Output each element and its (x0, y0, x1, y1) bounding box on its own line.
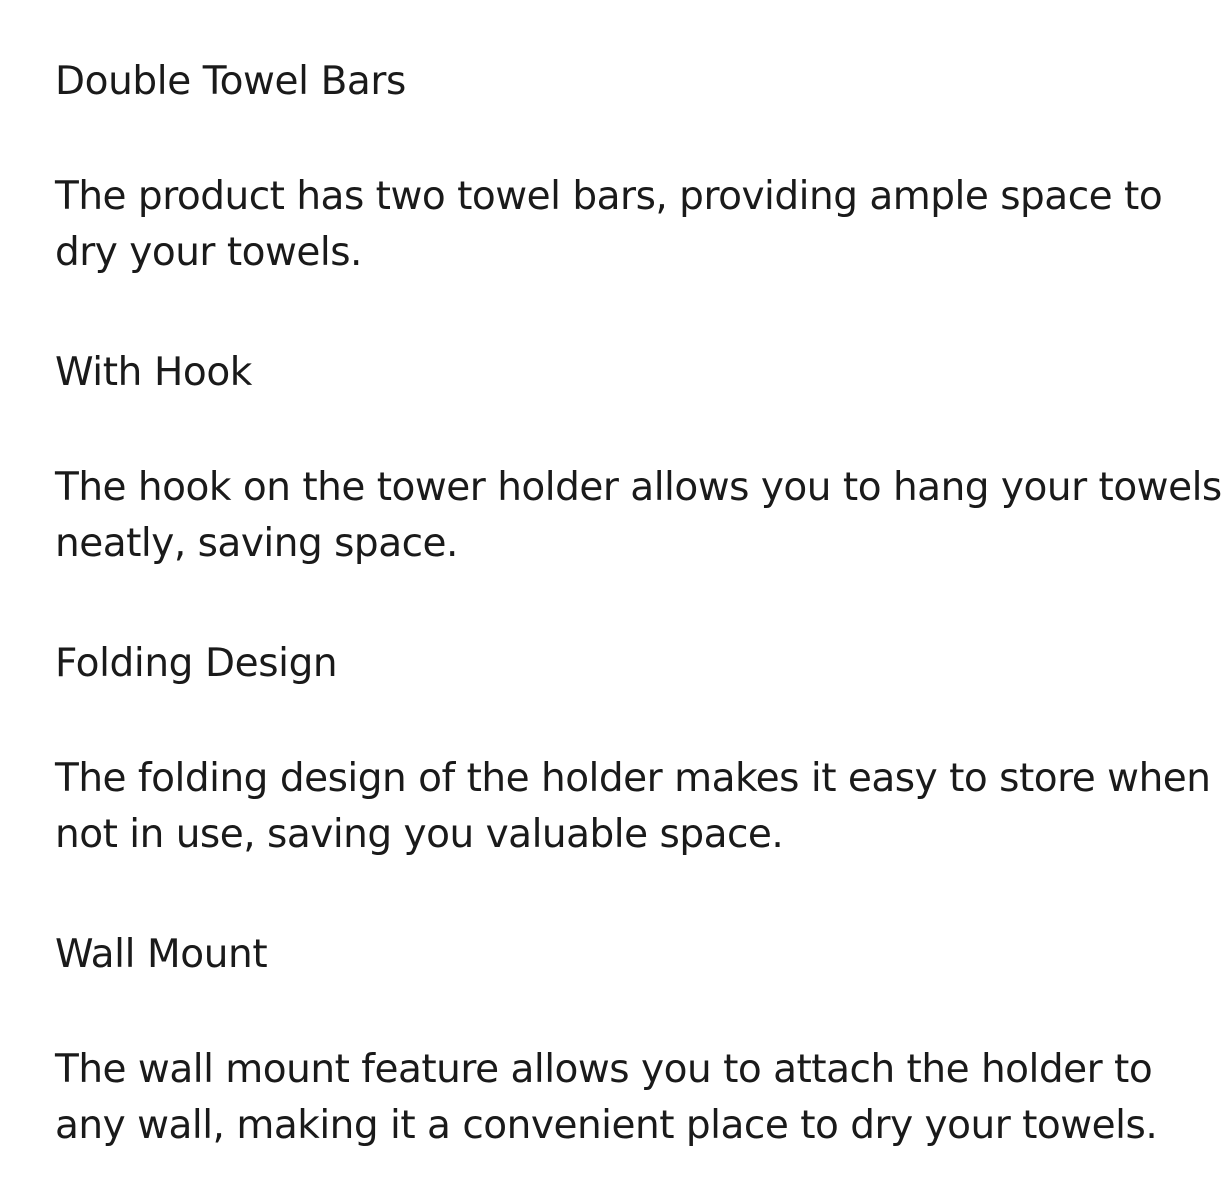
feature-description: The product has two towel bars, providing ample space to dry your towels. (55, 174, 1163, 275)
feature-description: The wall mount feature allows you to attach the holder to any wall, making it a convenient place to dry your towels. (55, 1047, 1158, 1148)
feature-double-towel-bars (55, 52, 1225, 281)
product-features (55, 52, 1225, 1154)
feature-with-hook (55, 343, 1225, 572)
feature-heading: Folding Design (55, 641, 338, 686)
feature-description: The folding design of the holder makes it easy to store when not in use, saving you valuable space. (55, 756, 1211, 857)
feature-heading: Wall Mount (55, 932, 268, 977)
feature-heading: Double Towel Bars (55, 59, 406, 104)
feature-heading: With Hook (55, 350, 252, 395)
feature-description: The hook on the tower holder allows you to hang your towels neatly, saving space. (55, 465, 1222, 566)
feature-folding-design (55, 634, 1225, 863)
feature-wall-mount (55, 925, 1225, 1154)
